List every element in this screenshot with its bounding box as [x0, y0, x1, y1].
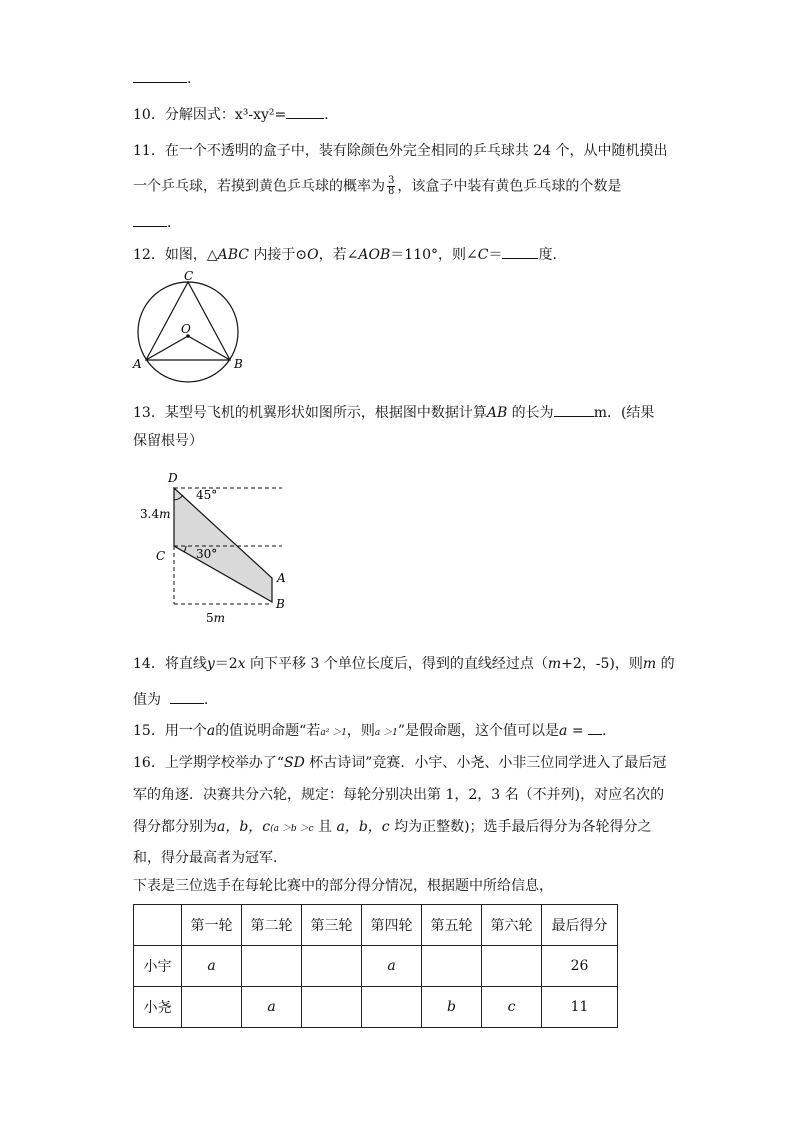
label-c: C — [184, 270, 194, 283]
var-a: a — [206, 723, 216, 739]
question-text: 一个乒乓球，若摸到黄色乒乓球的概率为 — [133, 178, 385, 195]
base-unit: m — [213, 611, 226, 625]
answer-blank — [133, 68, 187, 83]
question-text: ，则 — [346, 723, 375, 739]
vars-abc: a，b，c — [336, 819, 390, 835]
table-cell-total: 26 — [542, 946, 618, 987]
question-text: ，若∠ — [318, 247, 359, 263]
question-12 — [133, 244, 566, 265]
angle-30-label: 30° — [196, 547, 218, 561]
question-text: 得分都分别为 — [133, 819, 217, 835]
wing-shape — [174, 488, 272, 602]
question-text: = — [567, 723, 589, 739]
table-header-row — [134, 905, 618, 946]
question-number: 10． — [133, 107, 165, 123]
question-number: 13． — [133, 405, 165, 421]
question-text: 用一个 — [164, 723, 207, 739]
question-text: +2，-5)，则 — [561, 656, 643, 672]
vars-abc: a，b，c — [217, 819, 271, 835]
table-header-cell: 第四轮 — [362, 905, 422, 946]
height-value: 3.4 — [140, 507, 160, 521]
question-11-line-2 — [133, 176, 621, 197]
question-13-line-2 — [133, 431, 203, 451]
table-cell — [302, 946, 362, 987]
var-abc: ABC — [217, 247, 249, 263]
question-number: 16． — [133, 755, 165, 771]
table-cell — [482, 946, 542, 987]
question-text: 内接于⊙ — [248, 247, 308, 263]
question-text: ＝ — [488, 247, 503, 263]
question-text: 杯古诗词”竞赛．小宇、小尧、小非三位同学进入了最后冠 — [304, 755, 667, 771]
question-end: . — [203, 692, 209, 708]
label-a: A — [277, 571, 286, 585]
question-text: 的值说明命题“若 — [215, 723, 321, 739]
table-cell — [362, 987, 422, 1028]
table-cell: c — [482, 987, 542, 1028]
answer-blank — [170, 689, 204, 704]
label-b: B — [276, 597, 285, 611]
period: . — [187, 71, 192, 87]
question-text: 在一个不透明的盒子中，装有除颜色外完全相同的乒乓球共 24 个，从中随机摸出 — [164, 143, 668, 159]
table-cell — [422, 946, 482, 987]
height-label — [140, 507, 170, 521]
wing-figure — [138, 468, 298, 628]
question-text: ”是假命题，这个值可以是 — [397, 723, 560, 739]
height-unit: m — [159, 507, 171, 521]
condition-abc: (a ＞b ＞c — [270, 824, 314, 834]
var-a: a — [559, 723, 568, 739]
table-cell-name: 小宇 — [134, 946, 182, 987]
question-text: ＝2 — [214, 656, 238, 672]
table-cell — [302, 987, 362, 1028]
base-label — [206, 611, 225, 625]
question-text: 分解因式：x³-xy²= — [164, 107, 287, 123]
condition-1: a² ＞1 — [320, 728, 347, 738]
label-a: A — [133, 357, 142, 371]
var-ab: AB — [486, 405, 508, 421]
question-14-line-2 — [133, 689, 208, 710]
probability-fraction — [387, 176, 395, 197]
question-end: ． — [167, 215, 181, 231]
question-text: 下表是三位选手在每轮比赛中的部分得分情况，根据题中所给信息， — [133, 878, 553, 894]
table-header-cell: 最后得分 — [542, 905, 618, 946]
question-text: 的长为 — [507, 405, 554, 421]
answer-blank — [502, 244, 538, 259]
question-end: . — [602, 723, 607, 739]
score-table — [133, 904, 618, 1028]
question-text: 某型号飞机的机翼形状如图所示，根据图中数据计算 — [164, 405, 487, 421]
var-o: O — [307, 247, 319, 263]
question-11-line-3 — [133, 212, 181, 233]
question-16-line-2 — [133, 785, 664, 805]
circle-triangle-figure — [128, 270, 258, 390]
question-text: ，该盒子中装有黄色乒乓球的个数是 — [397, 178, 622, 195]
previous-answer-blank-line — [133, 68, 191, 89]
question-11-line-1 — [133, 141, 668, 161]
var-aob: AOB — [358, 247, 391, 263]
answer-blank — [588, 720, 602, 735]
label-c: C — [156, 549, 166, 563]
question-text: 均为正整数)；选手最后得分为各轮得分之 — [389, 819, 652, 835]
label-d: D — [168, 471, 178, 485]
question-16-line-5 — [133, 876, 553, 896]
question-text: 值为 — [133, 692, 161, 708]
answer-blank — [286, 104, 324, 119]
fraction-numerator: 3 — [388, 175, 395, 186]
table-header-cell: 第六轮 — [482, 905, 542, 946]
question-text: 向下平移 3 个单位长度后，得到的直线经过点（ — [245, 656, 548, 672]
question-number: 15． — [133, 723, 165, 739]
table-cell: a — [362, 946, 422, 987]
var-x: x — [237, 656, 246, 672]
question-13-line-1 — [133, 402, 654, 423]
var-m: m — [547, 656, 562, 672]
question-end: m．(结果 — [593, 405, 655, 421]
table-cell-total: 11 — [542, 987, 618, 1028]
question-text: 保留根号） — [133, 433, 203, 449]
question-16-line-4 — [133, 848, 287, 868]
question-number: 11． — [133, 143, 165, 159]
fraction-denominator: 8 — [388, 186, 395, 197]
answer-blank — [133, 212, 167, 227]
table-cell-name: 小尧 — [134, 987, 182, 1028]
question-number: 12． — [133, 247, 165, 263]
table-header-cell: 第一轮 — [182, 905, 242, 946]
label-b: B — [234, 357, 243, 371]
question-10 — [133, 104, 338, 125]
triangle-abc — [146, 282, 230, 360]
angle-45-label: 45° — [196, 488, 218, 502]
table-row — [134, 987, 618, 1028]
table-cell: a — [242, 987, 302, 1028]
question-16-line-3 — [133, 817, 652, 839]
table-cell: b — [422, 987, 482, 1028]
question-text: 如图，△ — [164, 247, 218, 263]
question-15 — [133, 720, 607, 743]
base-value: 5 — [206, 611, 214, 625]
var-y: y — [206, 656, 215, 672]
table-header-cell: 第五轮 — [422, 905, 482, 946]
table-header-cell — [134, 905, 182, 946]
question-number: 14． — [133, 656, 165, 672]
var-sd: SD — [284, 755, 305, 771]
question-text: 和，得分最高者为冠军． — [133, 850, 287, 866]
table-row — [134, 946, 618, 987]
table-cell: a — [182, 946, 242, 987]
question-end: 度． — [538, 247, 567, 263]
table-header-cell: 第二轮 — [242, 905, 302, 946]
question-text: 军的角逐．决赛共分六轮，规定：每轮分别决出第 1，2，3 名（不并列)，对应名次的 — [133, 787, 665, 803]
condition-2: a ＞1 — [374, 728, 398, 738]
table-header-cell: 第三轮 — [302, 905, 362, 946]
question-text: 将直线 — [164, 656, 207, 672]
table-cell — [242, 946, 302, 987]
question-text: ＝110°，则∠ — [390, 247, 478, 263]
question-14-line-1 — [133, 654, 675, 674]
table-cell — [182, 987, 242, 1028]
label-o: O — [181, 322, 191, 336]
var-c: C — [477, 247, 489, 263]
question-text: 的 — [656, 656, 675, 672]
question-16-line-1 — [133, 753, 666, 773]
question-end: ． — [324, 107, 339, 123]
question-text: 且 — [313, 819, 337, 835]
question-text: 上学期学校举办了“ — [164, 755, 284, 771]
var-m: m — [642, 656, 657, 672]
answer-blank — [554, 402, 594, 417]
